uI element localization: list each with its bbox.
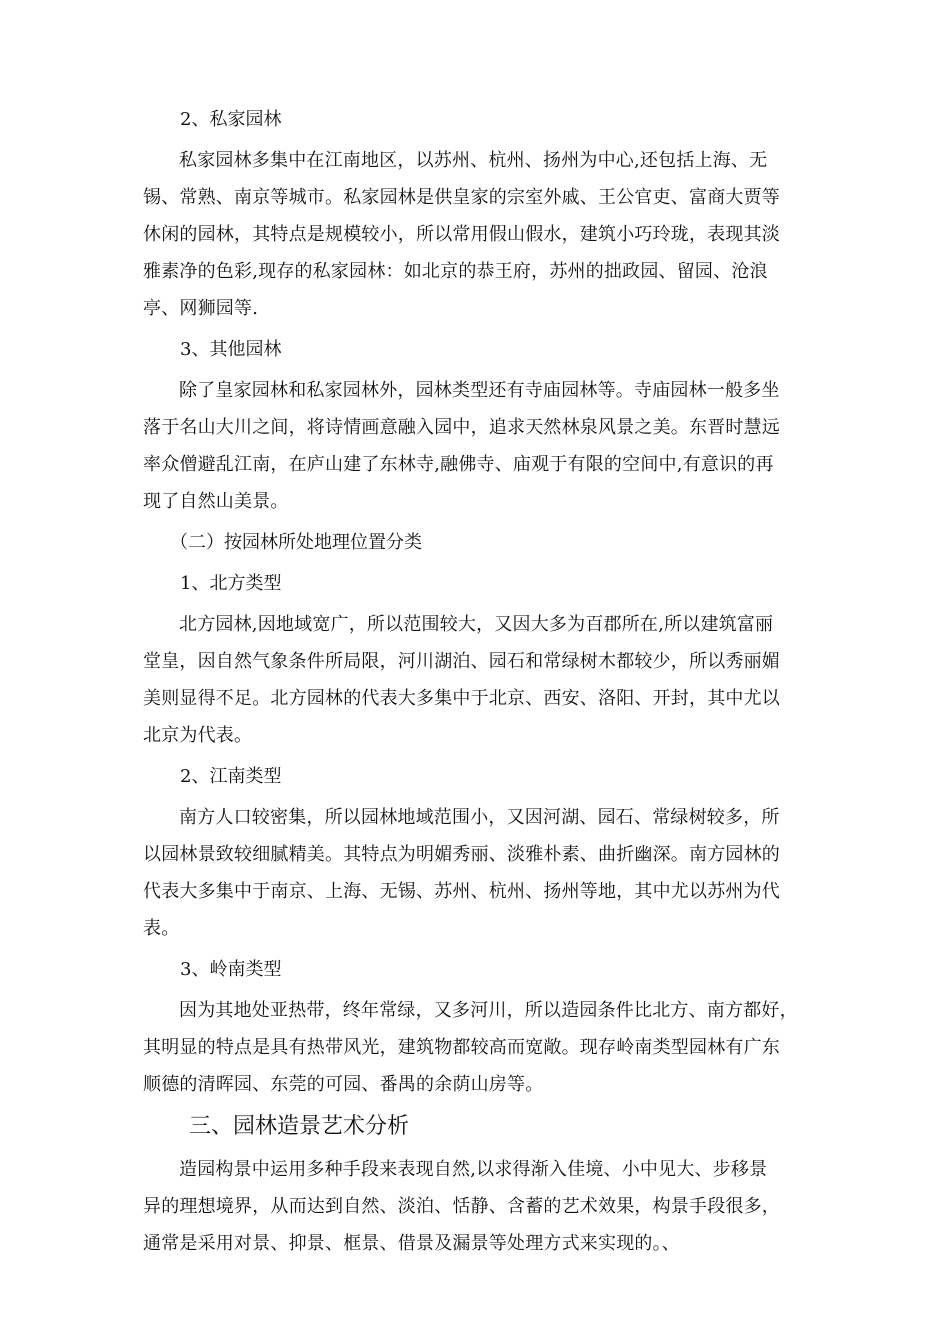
paragraph-line: 北方园林,因地域宽广，所以范围较大，又因大多为百郡所在,所以建筑富丽: [179, 614, 774, 635]
paragraph: [143, 1154, 829, 1259]
paragraph-line: 除了皇家园林和私家园林外，园林类型还有寺庙园林等。寺庙园林一般多坐: [179, 380, 780, 401]
section-heading: 三、园林造景艺术分析: [189, 1114, 410, 1139]
paragraph-line: 堂皇，因自然气象条件所局限，河川湖泊、园石和常绿树木都较少，所以秀丽媚: [143, 651, 780, 672]
paragraph-line: 代表大多集中于南京、上海、无锡、苏州、杭州、扬州等地，其中尤以苏州为代: [143, 881, 780, 902]
paragraph-line: 以园林景致较细腻精美。其特点为明媚秀丽、淡雅朴素、曲折幽深。南方园林的: [143, 844, 780, 865]
paragraph-line: 休闲的园林，其特点是规模较小，所以常用假山假水，建筑小巧玲珑，表现其淡: [143, 224, 780, 245]
paragraph: [143, 145, 829, 324]
paragraph-line: 造园构景中运用多种手段来表现自然,以求得渐入佳境、小中见大、步移景: [179, 1159, 768, 1180]
subheading: 2、私家园林: [180, 109, 282, 130]
paragraph-line: 雅素净的色彩,现存的私家园林：如北京的恭王府，苏州的拙政园、留园、沧浪: [143, 261, 768, 282]
paragraph-line: 现了自然山美景。: [143, 491, 289, 512]
subheading: （二）按园林所处地理位置分类: [170, 532, 422, 553]
paragraph-line: 其明显的特点是具有热带风光，建筑物都较高而宽敞。现存岭南类型园林有广东: [143, 1037, 780, 1058]
paragraph: [143, 609, 829, 751]
paragraph: [143, 802, 829, 944]
paragraph-line: 私家园林多集中在江南地区，以苏州、杭州、扬州为中心,还包括上海、无: [179, 150, 768, 171]
subheading: 1、北方类型: [180, 573, 282, 594]
paragraph-line: 美则显得不足。北方园林的代表大多集中于北京、西安、洛阳、开封，其中尤以: [143, 688, 780, 709]
paragraph-line: 北京为代表。: [143, 725, 253, 746]
paragraph-line: 落于名山大川之间，将诗情画意融入园中，追求天然林泉风景之美。东晋时慧远: [143, 417, 780, 438]
paragraph-line: 通常是采用对景、抑景、框景、借景及漏景等处理方式来实现的。、: [143, 1233, 680, 1254]
paragraph-line: 率众僧避乱江南，在庐山建了东林寺,融佛寺、庙观于有限的空间中,有意识的再: [143, 454, 774, 475]
paragraph-line: 亭、网狮园等.: [143, 298, 259, 319]
paragraph-line: 表。: [143, 918, 180, 939]
paragraph-line: 锡、常熟、南京等城市。私家园林是供皇家的宗室外戚、王公官吏、富商大贾等: [143, 187, 780, 208]
paragraph: [143, 375, 829, 517]
document-body: [143, 104, 829, 1269]
paragraph: [143, 995, 829, 1100]
paragraph-line: 异的理想境界，从而达到自然、淡泊、恬静、含蓄的艺术效果，构景手段很多，: [143, 1196, 780, 1217]
subheading: 2、江南类型: [180, 766, 282, 787]
paragraph-line: 南方人口较密集，所以园林地域范围小，又因河湖、园石、常绿树较多，所: [179, 807, 780, 828]
paragraph-line: 顺德的清晖园、东莞的可园、番禺的余荫山房等。: [143, 1074, 544, 1095]
subheading: 3、其他园林: [180, 339, 282, 360]
subheading: 3、岭南类型: [180, 959, 282, 980]
paragraph-line: 因为其地处亚热带，终年常绿，又多河川，所以造园条件比北方、南方都好，: [179, 1000, 798, 1021]
